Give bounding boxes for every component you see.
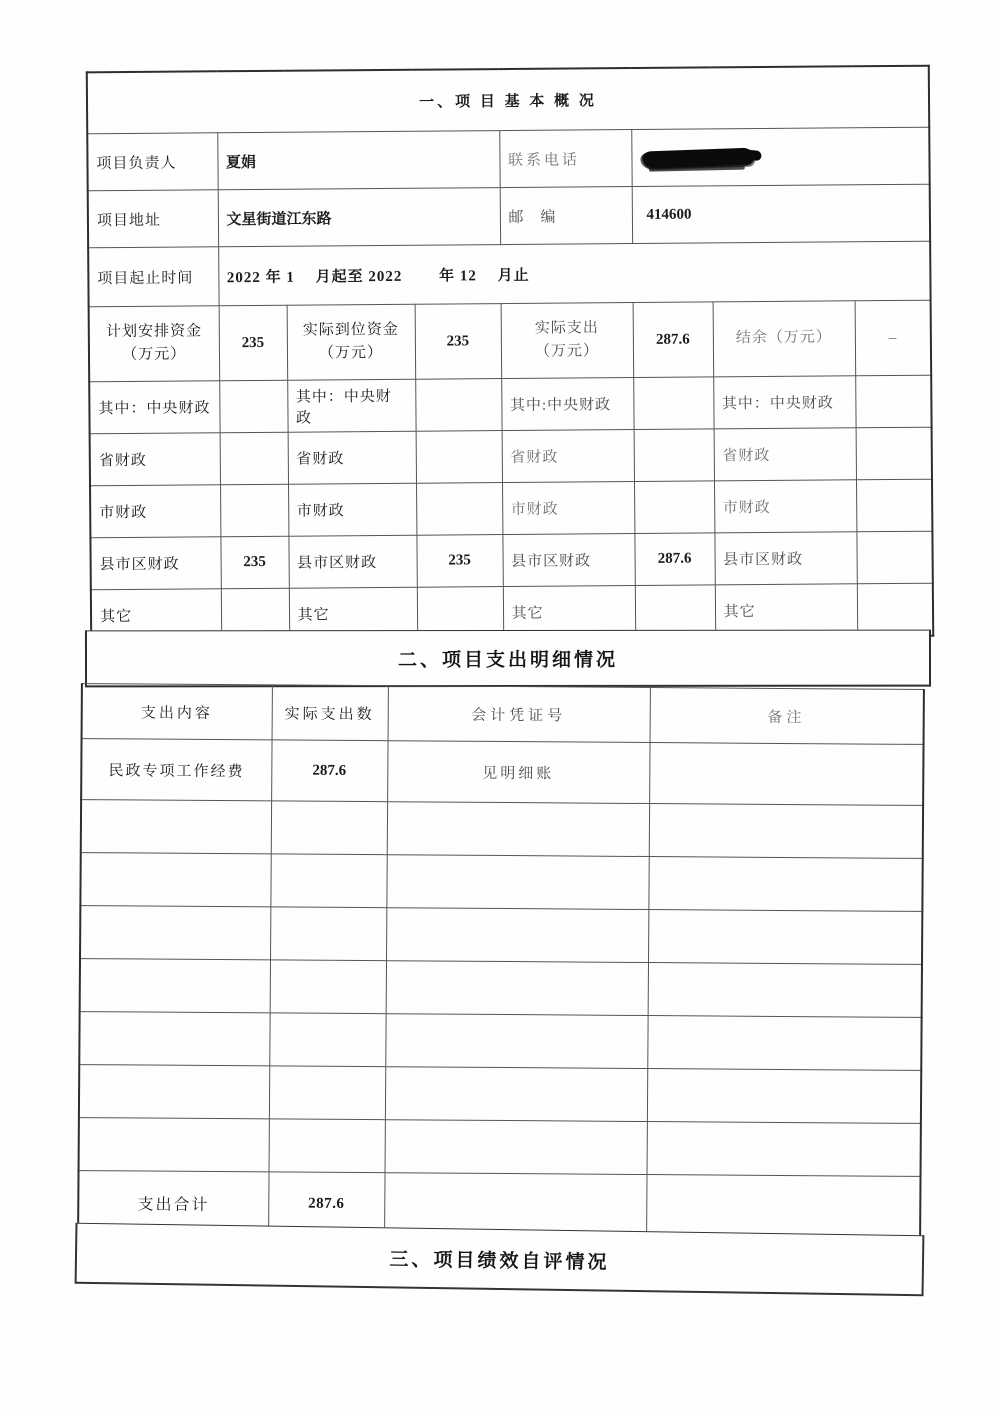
project-basic-info-table <box>86 65 934 644</box>
column-header-voucher-number: 会计凭证号 <box>388 686 650 743</box>
fund-source-value-cell <box>415 379 501 432</box>
balance-label <box>713 301 856 377</box>
empty-cell <box>386 908 648 963</box>
balance-value: – <box>855 300 932 376</box>
fund-source-label-cell: 省财政 <box>288 431 416 484</box>
fund-source-label-cell: 省财政 <box>714 428 856 481</box>
total-label: 支出合计 <box>78 1171 268 1236</box>
section3-title: 三、项目绩效自评情况 <box>389 1248 610 1274</box>
empty-cell <box>648 857 922 912</box>
fund-source-value-cell <box>219 380 287 433</box>
section2-title-band <box>85 630 931 688</box>
empty-cell <box>647 1069 921 1124</box>
fund-source-value-cell <box>633 377 713 430</box>
empty-cell <box>271 801 387 855</box>
empty-cell <box>270 960 386 1014</box>
empty-cell <box>270 854 386 908</box>
fund-source-label-cell: 县市区财政 <box>502 534 634 587</box>
fund-source-label-cell: 其中:中央财政 <box>501 378 633 431</box>
received-funds-value: 235 <box>415 304 502 380</box>
fund-source-label-cell: 省财政 <box>90 433 220 486</box>
planned-funds-label-line2: （万元） <box>122 346 187 364</box>
empty-cell <box>646 1175 920 1240</box>
fund-source-value-cell <box>416 431 502 484</box>
expenditure-details-table <box>77 683 925 1241</box>
project-address-value: 文星街道江东路 <box>218 188 500 247</box>
fund-source-value-cell: 235 <box>416 535 502 588</box>
project-address-label: 项目地址 <box>88 190 218 248</box>
empty-cell <box>269 1119 385 1173</box>
fund-source-value-cell <box>857 583 933 636</box>
fund-source-label-cell: 其中：中央财政 <box>287 379 415 432</box>
received-funds-label-line1: 实际到位资金 <box>302 321 399 339</box>
planned-funds-label-line1: 计划安排资金 <box>105 323 203 340</box>
project-leader-value: 夏娟 <box>217 131 499 190</box>
redacted-phone-mark <box>642 147 755 168</box>
project-duration-value: 2022 年 1 月起至 2022 年 12 月止 <box>218 241 930 306</box>
empty-cell <box>79 1065 269 1119</box>
fund-source-label-cell: 县市区财政 <box>90 537 220 590</box>
fund-source-value-cell <box>856 479 932 532</box>
actual-expenditure-label-line2: （万元） <box>534 343 600 360</box>
project-basic-info-block <box>86 65 934 644</box>
expenditure-item-name: 民政专项工作经费 <box>81 739 271 801</box>
section1-title: 一、项 目 基 本 概 况 <box>87 66 929 134</box>
total-value: 287.6 <box>268 1172 384 1236</box>
empty-cell <box>269 1013 385 1067</box>
fund-source-label-cell: 其中：中央财政 <box>713 376 855 429</box>
section2-title: 二、项目支出明细情况 <box>397 649 619 671</box>
received-funds-label-line2: （万元） <box>318 344 384 362</box>
column-header-remarks: 备注 <box>650 688 924 745</box>
fund-source-value-cell <box>634 481 714 534</box>
empty-cell <box>79 1012 269 1066</box>
empty-cell <box>387 802 649 857</box>
received-funds-label <box>287 304 416 380</box>
actual-expenditure-label <box>501 303 634 379</box>
empty-cell <box>386 961 648 1016</box>
empty-cell <box>647 1016 921 1071</box>
fund-source-value-cell <box>634 429 714 482</box>
empty-cell <box>385 1014 647 1069</box>
contact-phone-value-cell <box>631 127 929 186</box>
fund-source-label-cell: 市财政 <box>714 480 856 533</box>
empty-cell <box>79 1118 269 1172</box>
fund-source-label-cell: 其它 <box>503 586 635 640</box>
empty-cell <box>81 800 271 854</box>
empty-cell <box>80 959 270 1013</box>
fund-source-label-cell: 县市区财政 <box>288 535 416 588</box>
section3-title-band <box>75 1223 925 1297</box>
fund-source-label-cell: 其它 <box>715 584 857 638</box>
fund-source-value-cell <box>220 484 288 537</box>
fund-source-value-cell <box>856 531 932 584</box>
fund-source-label-cell: 省财政 <box>502 430 634 483</box>
actual-expenditure-label-line1: 实际支出 <box>534 320 599 337</box>
postcode-value: 414600 <box>632 184 930 243</box>
fund-source-value-cell: 235 <box>220 536 288 589</box>
fund-source-label-cell: 其中：中央财政 <box>89 381 219 434</box>
balance-label-line1: 结余（万元） <box>735 329 832 347</box>
column-header-expense-content: 支出内容 <box>82 684 272 740</box>
fund-source-label-cell: 其它 <box>289 587 417 641</box>
planned-funds-label <box>89 306 220 382</box>
empty-cell <box>385 1067 647 1122</box>
postcode-label: 邮 编 <box>500 187 632 245</box>
project-leader-label: 项目负责人 <box>87 133 217 191</box>
remark-cell <box>649 743 923 806</box>
empty-cell <box>648 910 922 965</box>
expenditure-details-block <box>77 683 925 1241</box>
empty-cell <box>647 1122 921 1177</box>
empty-cell <box>385 1120 647 1175</box>
actual-expenditure-value: 287.6 <box>633 302 714 378</box>
fund-source-value-cell <box>856 427 932 480</box>
voucher-number: 见明细账 <box>387 741 649 804</box>
empty-cell <box>648 963 922 1018</box>
fund-source-label-cell: 市财政 <box>502 482 634 535</box>
column-header-actual-expense: 实际支出数 <box>272 685 388 741</box>
fund-source-value-cell <box>855 375 931 428</box>
fund-source-value-cell <box>416 483 502 536</box>
fund-source-value-cell <box>220 432 288 485</box>
empty-cell <box>269 1066 385 1120</box>
fund-source-value-cell: 287.6 <box>634 533 714 586</box>
empty-cell <box>386 855 648 910</box>
planned-funds-value: 235 <box>219 305 288 381</box>
empty-cell <box>80 906 270 960</box>
empty-cell <box>270 907 386 961</box>
fund-source-label-cell: 市财政 <box>90 485 220 538</box>
empty-cell <box>80 853 270 907</box>
expenditure-amount: 287.6 <box>271 740 387 802</box>
fund-source-label-cell: 其它 <box>91 589 221 643</box>
fund-source-label-cell: 市财政 <box>288 483 416 536</box>
empty-cell <box>649 804 923 859</box>
contact-phone-label: 联系电话 <box>499 130 631 188</box>
fund-source-label-cell: 县市区财政 <box>714 532 856 585</box>
project-duration-label: 项目起止时间 <box>88 247 218 307</box>
